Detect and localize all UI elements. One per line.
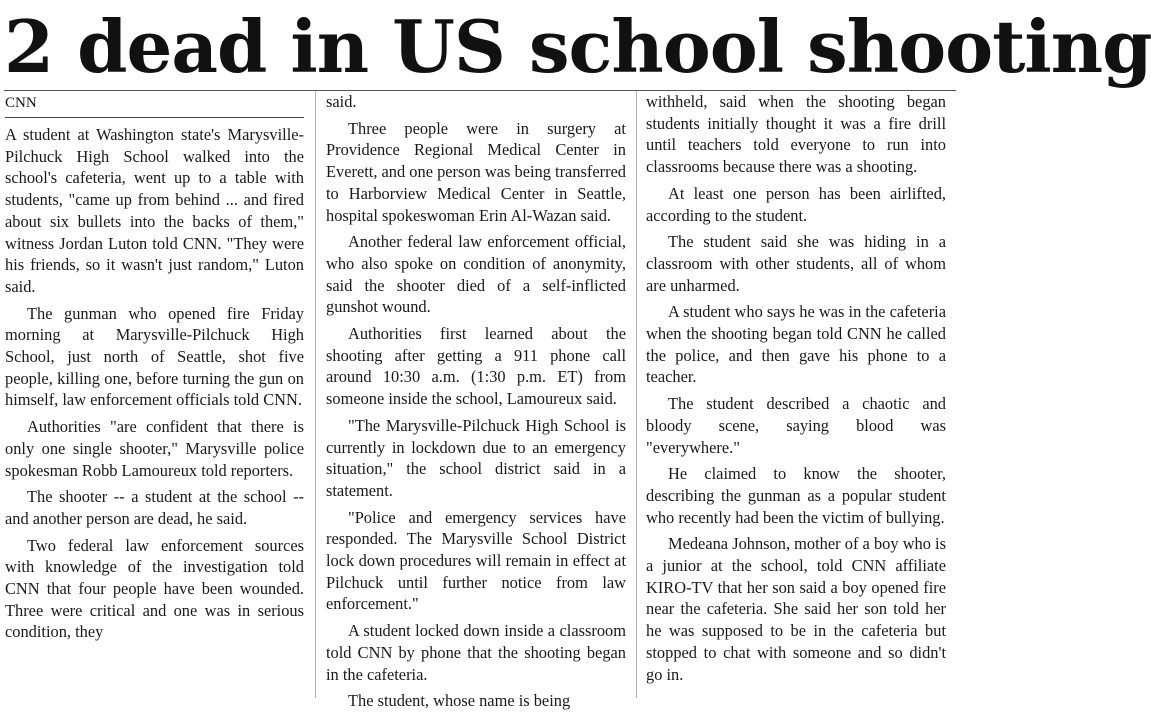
column-divider <box>315 91 316 698</box>
paragraph: The shooter -- a student at the school -- and another person are dead, he said. <box>5 487 304 528</box>
byline-rule <box>5 117 304 118</box>
paragraph: He claimed to know the shooter, describing the gunman as a popular student who recently had been the victim of bullying. <box>646 464 946 527</box>
paragraph: The gunman who opened fire Friday morning at Marysville-Pilchuck High School, just north of Seattle, shot five people, killing one, before turning the gun on himself, law enforcement officials told CNN. <box>5 303 304 410</box>
paragraph: A student locked down inside a classroom told CNN by phone that the shooting began in the cafeteria. <box>326 621 626 684</box>
article-column-3 <box>646 91 946 698</box>
paragraph: A student at Washington state's Marysville-Pilchuck High School walked into the school's cafeteria, went up to a table with students, "came up from behind ... and fired about six bullets into the backs of them," witness Jordan Luton told CNN. "They were his friends, so it wasn't just random," Luton said. <box>5 125 304 296</box>
paragraph: "Police and emergency services have responded. The Marysville School District lock down procedures will remain in effect at Pilchuck until further notice from law enforcement." <box>326 507 626 614</box>
paragraph: The student described a chaotic and bloody scene, saying blood was "everywhere." <box>646 394 946 457</box>
column-divider <box>636 91 637 698</box>
paragraph: Another federal law enforcement official, who also spoke on condition of anonymity, said the shooter died of a self-inflicted gunshot wound. <box>326 232 626 317</box>
article-column-2 <box>326 91 626 711</box>
paragraph: Authorities first learned about the shooting after getting a 911 phone call around 10:30 a.m. (1:30 p.m. ET) from someone inside the school, Lamoureux said. <box>326 324 626 409</box>
paragraph: "The Marysville-Pilchuck High School is currently in lockdown due to an emergency situation," the school district said in a statement. <box>326 415 626 500</box>
paragraph: Medeana Johnson, mother of a boy who is a junior at the school, told CNN affiliate KIRO-TV that her son said a boy opened fire near the cafeteria. She said her son told her he was supposed to be in the cafeteria but stopped to chat with someone and so didn't go in. <box>646 534 946 684</box>
headline: 2 dead in US school shooting <box>4 4 1151 89</box>
paragraph: A student who says he was in the cafeteria when the shooting began told CNN he called the police, and then gave his phone to a teacher. <box>646 302 946 387</box>
article-column-1 <box>5 91 304 698</box>
paragraph: The student said she was hiding in a classroom with other students, all of whom are unharmed. <box>646 232 946 295</box>
paragraph: Three people were in surgery at Providence Regional Medical Center in Everett, and one person was being transferred to Harborview Medical Center in Seattle, hospital spokeswoman Erin Al-Wazan said. <box>326 118 626 225</box>
paragraph: said. <box>326 92 357 111</box>
paragraph: withheld, said when the shooting began students initially thought it was a fire drill until teachers told everyone to run into classrooms because there was a shooting. <box>646 92 946 177</box>
paragraph: At least one person has been airlifted, according to the student. <box>646 183 946 225</box>
paragraph: Authorities "are confident that there is only one single shooter," Marysville police spokesman Robb Lamoureux told reporters. <box>5 417 304 480</box>
byline: CNN <box>5 95 37 111</box>
paragraph: The student, whose name is being <box>348 691 571 711</box>
paragraph: Two federal law enforcement sources with knowledge of the investigation told CNN that four people have been wounded. Three were critical and one was in serious condition, they <box>5 535 304 642</box>
